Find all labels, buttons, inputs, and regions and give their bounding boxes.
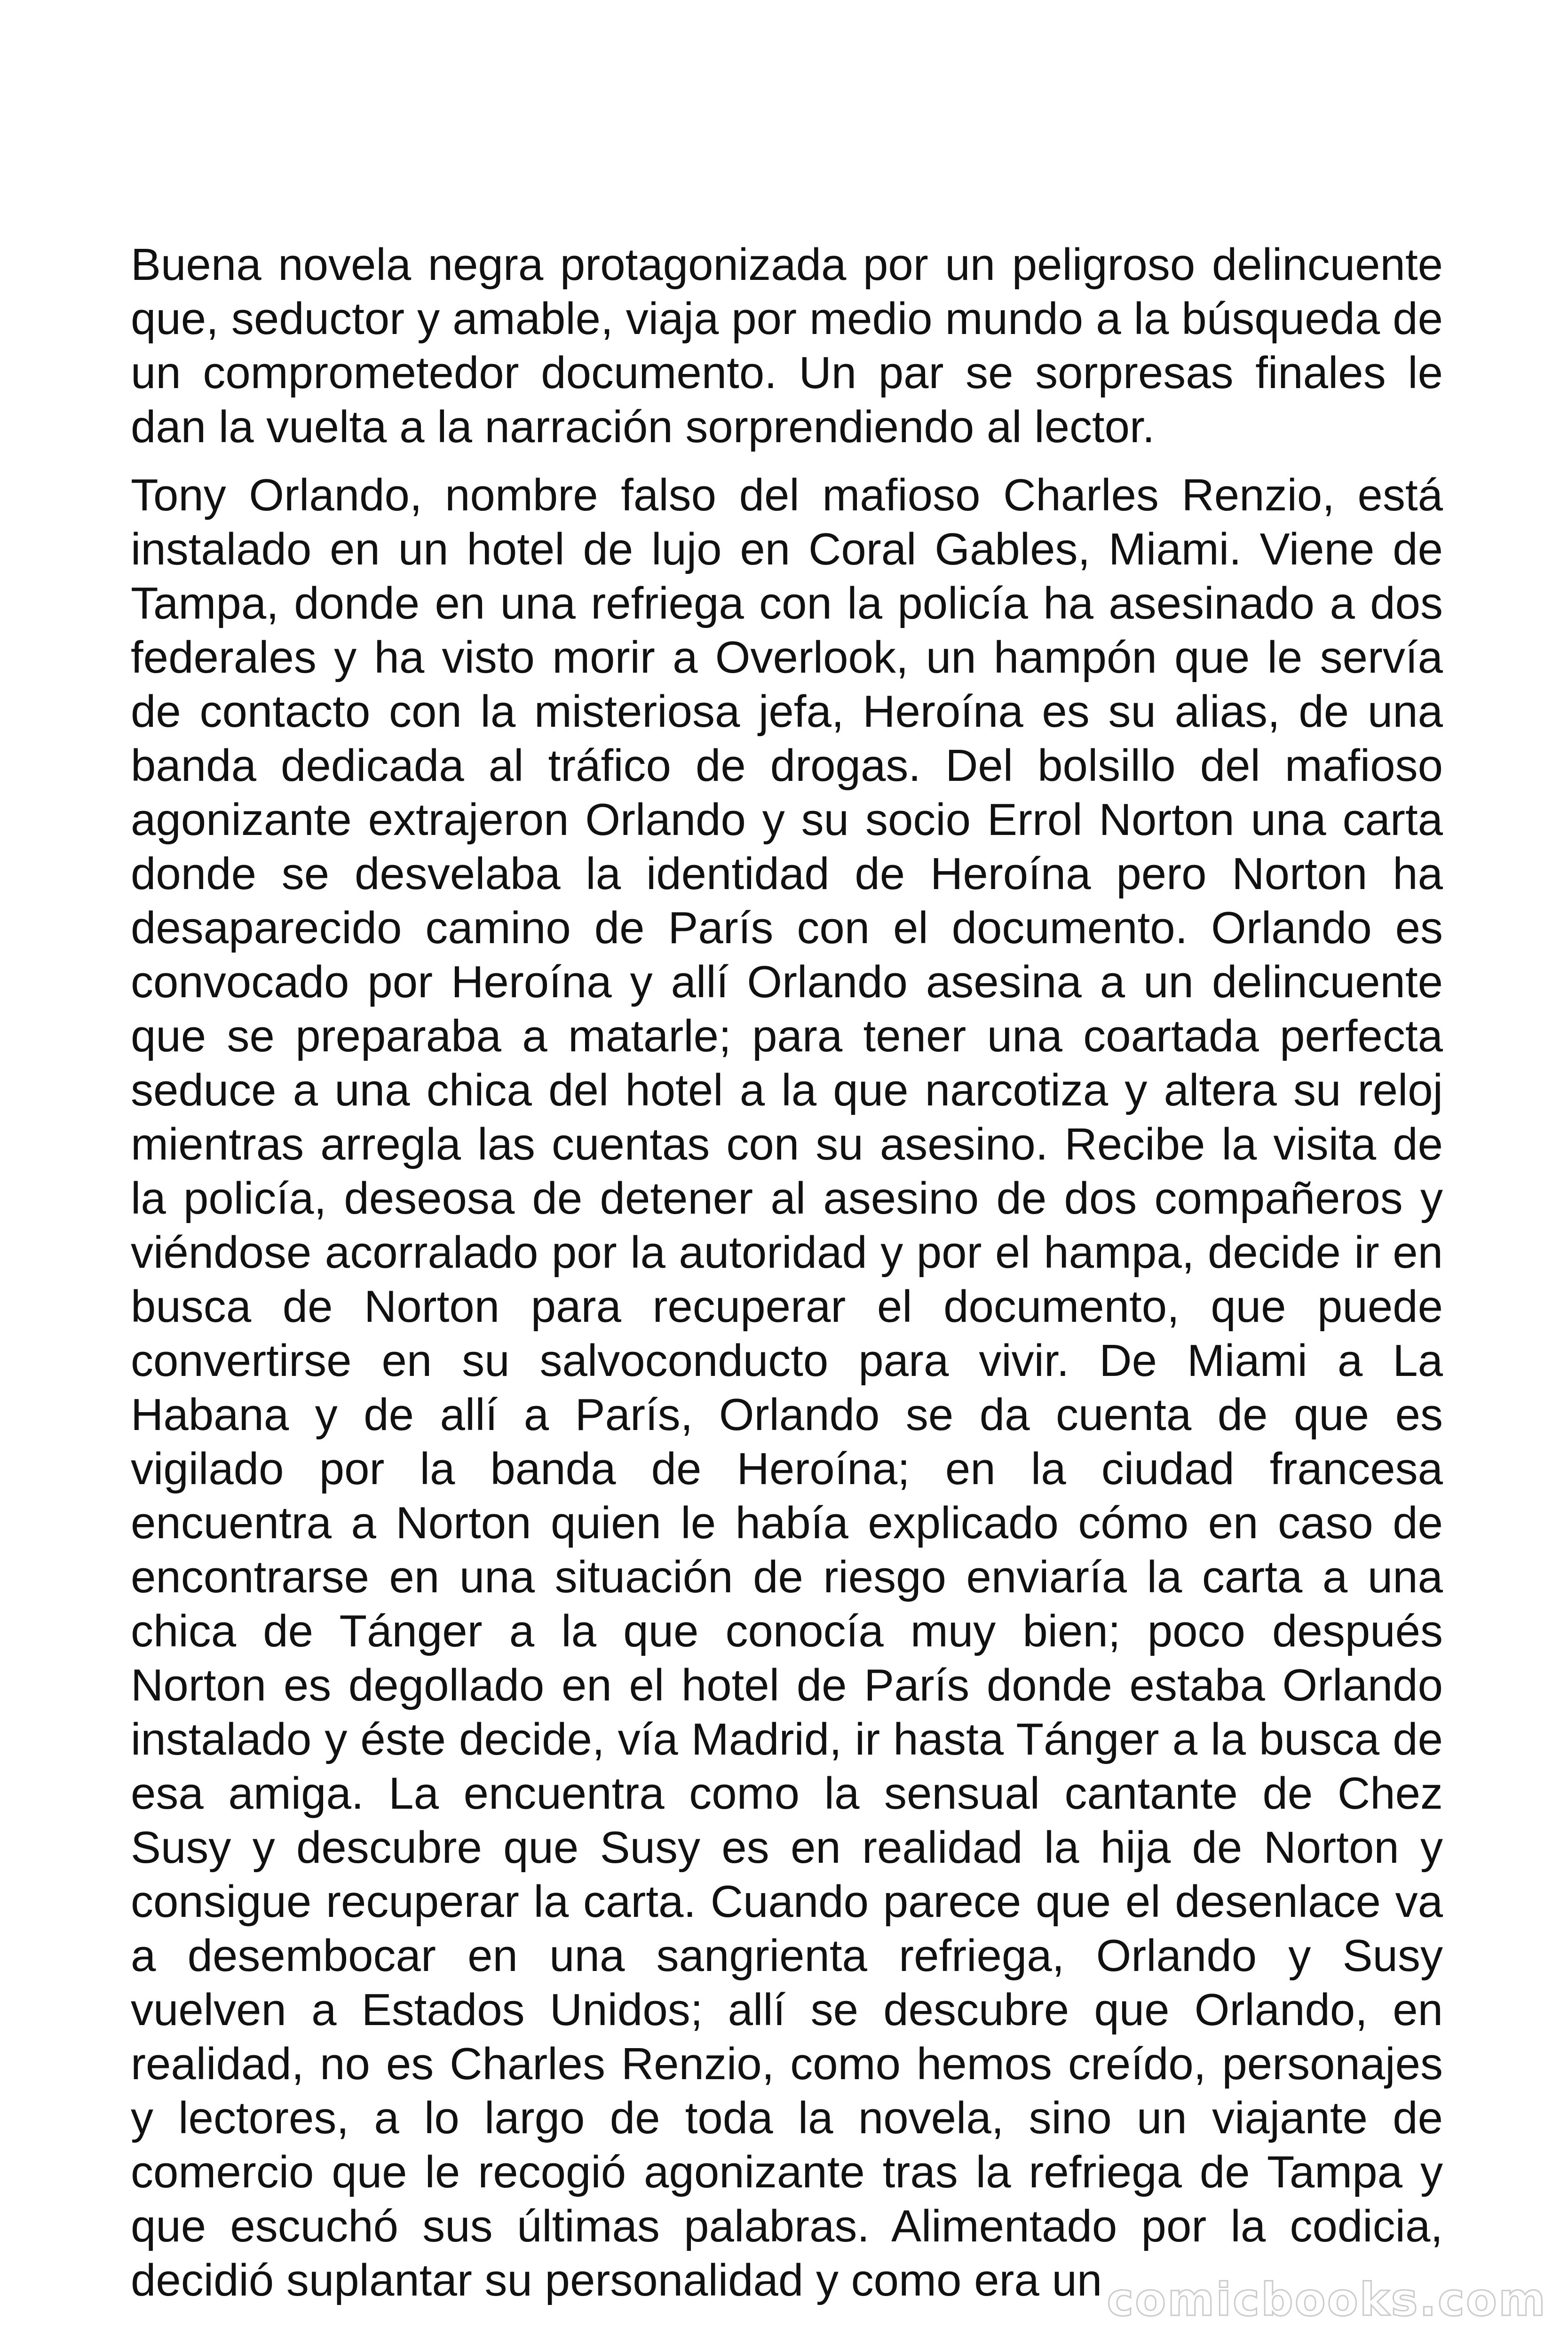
watermark-logo: comicbooks.com bbox=[1107, 2273, 1547, 2326]
body-text bbox=[131, 238, 1443, 2321]
paragraph-summary: Buena novela negra protagonizada por un peligroso delincuente que, seductor y amable, viaja por medio mundo a la búsqueda de un comprometedor documento. Un par se sorpresas finales le dan la vuelta a la narración sorprendiendo al lector. bbox=[131, 239, 1443, 452]
paragraph-plot: Tony Orlando, nombre falso del mafioso Charles Renzio, está instalado en un hotel de lujo en Coral Gables, Miami. Viene de Tampa, donde en una refriega con la policía ha asesinado a dos federales y ha visto morir a Overlook, un hampón que le servía de contacto con la misteriosa jefa, Heroína es su alias, de una banda dedicada al tráfico de drogas. Del bolsillo del mafioso agonizante extrajeron Orlando y su socio Errol Norton una carta donde se desvelaba la identidad de Heroína pero Norton ha desaparecido camino de París con el documento. Orlando es convocado por Heroína y allí Orlando asesina a un delincuente que se preparaba a matarle; para tener una coartada perfecta seduce a una chica del hotel a la que narcotiza y altera su reloj mientras arregla las cuentas con su asesino. Recibe la visita de la policía, deseosa de detener al asesino de dos compañeros y viéndose acorralado por la autoridad y por el hampa, decide ir en busca de Norton para recuperar el documento, que puede convertirse en su salvoconducto para vivir. De Miami a La Habana y de allí a París, Orlando se da cuenta de que es vigilado por la banda de Heroína; en la ciudad francesa encuentra a Norton quien le había explicado cómo en caso de encontrarse en una situación de riesgo enviaría la carta a una chica de Tánger a la que conocía muy bien; poco después Norton es degollado en el hotel de París donde estaba Orlando instalado y éste decide, vía Madrid, ir hasta Tánger a la busca de esa amiga. La encuentra como la sensual cantante de Chez Susy y descubre que Susy es en realidad la hija de Norton y consigue recuperar la carta. Cuando parece que el desenlace va a desembocar en una sangrienta refriega, Orlando y Susy vuelven a Estados Unidos; allí se descubre que Orlando, en realidad, no es Charles Renzio, como hemos creído, personajes y lectores, a lo largo de toda la novela, sino un viajante de comercio que le recogió agonizante tras la refriega de Tampa y que escuchó sus últimas palabras. Alimentado por la codicia, decidió suplantar su personalidad y como era un bbox=[131, 470, 1443, 2305]
